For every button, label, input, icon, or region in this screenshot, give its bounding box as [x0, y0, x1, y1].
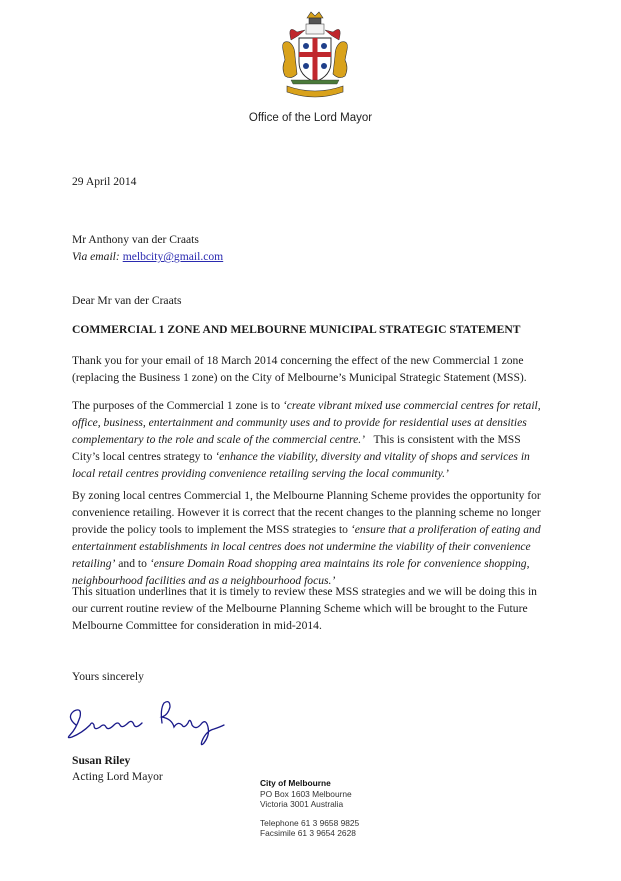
paragraph-text: City’s local centres strategy to [72, 450, 216, 463]
council-contact-block [260, 778, 359, 839]
paragraph-4 [72, 583, 557, 634]
quoted-strategy: ‘ensure Domain Road shopping area maintains its role for convenience shopping, [149, 557, 530, 570]
letter-subject: COMMERCIAL 1 ZONE AND MELBOURNE MUNICIPAL STRATEGIC STATEMENT [72, 323, 521, 336]
paragraph-text: The purposes of the Commercial 1 zone is to [72, 399, 283, 412]
telephone-number: Telephone 61 3 9658 9825 [260, 817, 360, 828]
handwritten-signature [62, 695, 232, 750]
signatory-title: Acting Lord Mayor [72, 770, 163, 783]
quoted-purpose: ‘create vibrant mixed use commercial centres for retail, [282, 399, 541, 412]
paragraph-line: convenience retailing. However it is correct that the recent changes to the planning scheme no longer [72, 506, 541, 519]
recipient-name: Mr Anthony van der Craats [72, 233, 199, 246]
facsimile-number: Facsimile 61 3 9654 2628 [260, 828, 356, 839]
postal-address-line-2: Victoria 3001 Australia [260, 799, 344, 810]
recipient-address [72, 231, 557, 265]
quoted-strategy: ‘ensure that a proliferation of eating and [350, 523, 541, 536]
paragraph-line: Melbourne Committee for consideration in mid-2014. [72, 619, 322, 632]
paragraph-line: By zoning local centres Commercial 1, the Melbourne Planning Scheme provides the opportunity for [72, 489, 541, 502]
council-name: City of Melbourne [260, 778, 331, 788]
postal-address-line-1: PO Box 1603 Melbourne [260, 788, 352, 799]
city-coat-of-arms-crest [277, 10, 353, 110]
quoted-strategy: retailing’ [72, 557, 116, 570]
paragraph-text: provide the policy tools to implement the MSS strategies to [72, 523, 351, 536]
letter-date: 29 April 2014 [72, 175, 137, 188]
paragraph-text: and to [115, 557, 150, 570]
recipient-email-link[interactable]: melbcity@gmail.com [122, 250, 224, 263]
quoted-strategy: entertainment establishments in local centres does not undermine the viability of their convenience [72, 540, 531, 553]
paragraph-line: Thank you for your email of 18 March 2014 concerning the effect of the new Commercial 1 zone [72, 354, 524, 367]
quoted-purpose: office, business, entertainment and community uses and to provide for residential uses at densities [72, 416, 527, 429]
paragraph-2 [72, 397, 557, 482]
salutation: Dear Mr van der Craats [72, 294, 182, 307]
via-email-colon: : [115, 250, 120, 263]
paragraph-3 [72, 487, 557, 589]
quoted-strategy: ‘enhance the viability, diversity and vitality of shops and services in [215, 450, 530, 463]
paragraph-line: This situation underlines that it is timely to review these MSS strategies and we will be doing this in [72, 585, 537, 598]
paragraph-text: This is consistent with the MSS [364, 433, 521, 446]
paragraph-1 [72, 352, 557, 386]
via-email-label: Via email [72, 250, 116, 263]
closing: Yours sincerely [72, 670, 144, 683]
quoted-strategy: local retail centres providing convenience retailing serving the local community.’ [72, 467, 449, 480]
quoted-purpose: complementary to the role and scale of the commercial centre.’ [72, 433, 365, 446]
paragraph-line: (replacing the Business 1 zone) on the City of Melbourne’s Municipal Strategic Statement (MSS). [72, 371, 527, 384]
signatory-name: Susan Riley [72, 754, 131, 767]
office-of-lord-mayor-heading: Office of the Lord Mayor [248, 112, 373, 124]
paragraph-line: our current routine review of the Melbourne Planning Scheme which will be brought to the Future [72, 602, 528, 615]
quoted-strategy: neighbourhood facilities and as a neighbourhood focus.’ [72, 574, 336, 587]
